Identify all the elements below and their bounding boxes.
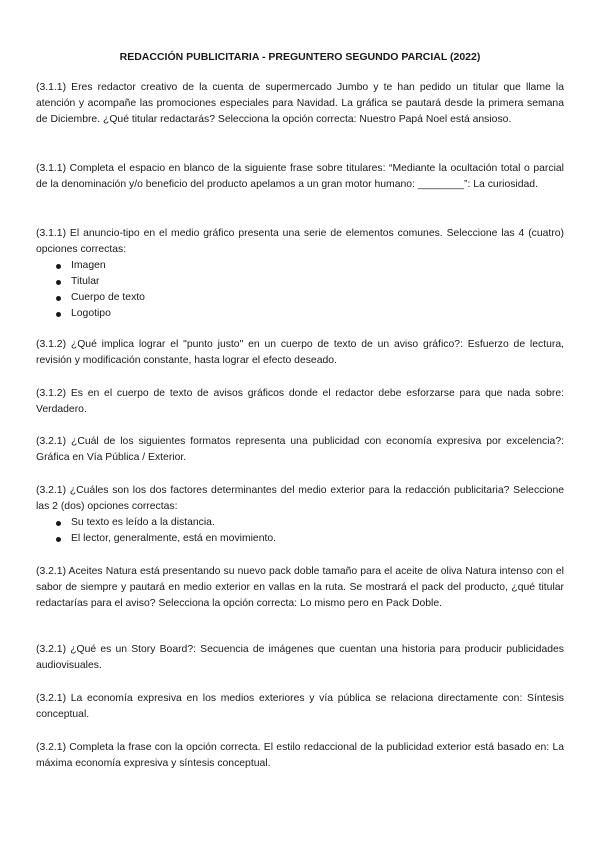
question-block (36, 434, 564, 466)
question-text: (3.1.2) Es en el cuerpo de texto de avisos gráficos donde el redactor debe esforzarse para que nada sobre: Verdadero. (36, 388, 564, 415)
question-text: (3.2.1) La economía expresiva en los medios exteriores y vía pública se relaciona directamente con: Síntesis conceptual. (36, 693, 564, 720)
question-text: (3.1.1) Eres redactor creativo de la cuenta de supermercado Jumbo y te han pedido un titular que llame la atención y acompañe las promociones especiales para Navidad. La gráfica se pautará desde la primera semana de Diciembre. ¿Qué titular redactarás? Selecciona la opción correcta: Nuestro Papá Noel está ansioso. (36, 82, 564, 125)
question-block (36, 483, 564, 547)
question-text: (3.2.1) ¿Cuáles son los dos factores determinantes del medio exterior para la redacción publicitaria? Seleccione las 2 (dos) opciones correctas: (36, 485, 564, 512)
question-block (36, 80, 564, 128)
question-block (36, 642, 564, 674)
list-item: Logotipo (71, 306, 564, 322)
question-text: (3.2.1) ¿Cuál de los siguientes formatos representa una publicidad con economía expresiva por excelencia?: Gráfica en Vía Pública / Exterior. (36, 436, 564, 463)
question-text: (3.2.1) Completa la frase con la opción correcta. El estilo redaccional de la publicidad exterior está basado en: La máxima economía expresiva y síntesis conceptual. (36, 742, 564, 769)
question-text: (3.2.1) ¿Qué es un Story Board?: Secuencia de imágenes que cuentan una historia para producir publicidades audiovisuales. (36, 644, 564, 671)
question-block (36, 161, 564, 193)
document-title: REDACCIÓN PUBLICITARIA - PREGUNTERO SEGUNDO PARCIAL (2022) (119, 51, 481, 63)
question-text: (3.1.2) ¿Qué implica lograr el "punto justo" en un cuerpo de texto de un aviso gráfico?: Esfuerzo de lectura, revisión y modificación constante, hasta lograr el efecto deseado. (36, 339, 564, 366)
question-block (36, 691, 564, 723)
options-list (36, 258, 564, 322)
list-item: Titular (71, 274, 564, 290)
question-block (36, 337, 564, 369)
list-item: Cuerpo de texto (71, 290, 564, 306)
question-block (36, 226, 564, 322)
question-block (36, 564, 564, 612)
question-text: (3.1.1) El anuncio-tipo en el medio gráfico presenta una serie de elementos comunes. Seleccione las 4 (cuatro) opciones correctas: (36, 228, 564, 255)
list-item: Imagen (71, 258, 564, 274)
question-text: (3.2.1) Aceites Natura está presentando su nuevo pack doble tamaño para el aceite de oliva Natura intenso con el sabor de siempre y pautará en medio exterior en vallas en la ruta. Se mostrará el pack del producto, ¿qué titular redactarías para el aviso? Selecciona la opción correcta: Lo mismo pero en Pack Doble. (36, 566, 564, 609)
question-block (36, 740, 564, 772)
question-block (36, 386, 564, 418)
options-list (36, 515, 564, 547)
question-text: (3.1.1) Completa el espacio en blanco de la siguiente frase sobre titulares: “Mediante la ocultación total o parcial de la denominación y/o beneficio del producto apelamos a un gran motor humano: ________”: La curiosidad. (36, 163, 564, 190)
list-item: Su texto es leído a la distancia. (71, 515, 564, 531)
list-item: El lector, generalmente, está en movimiento. (71, 531, 564, 547)
